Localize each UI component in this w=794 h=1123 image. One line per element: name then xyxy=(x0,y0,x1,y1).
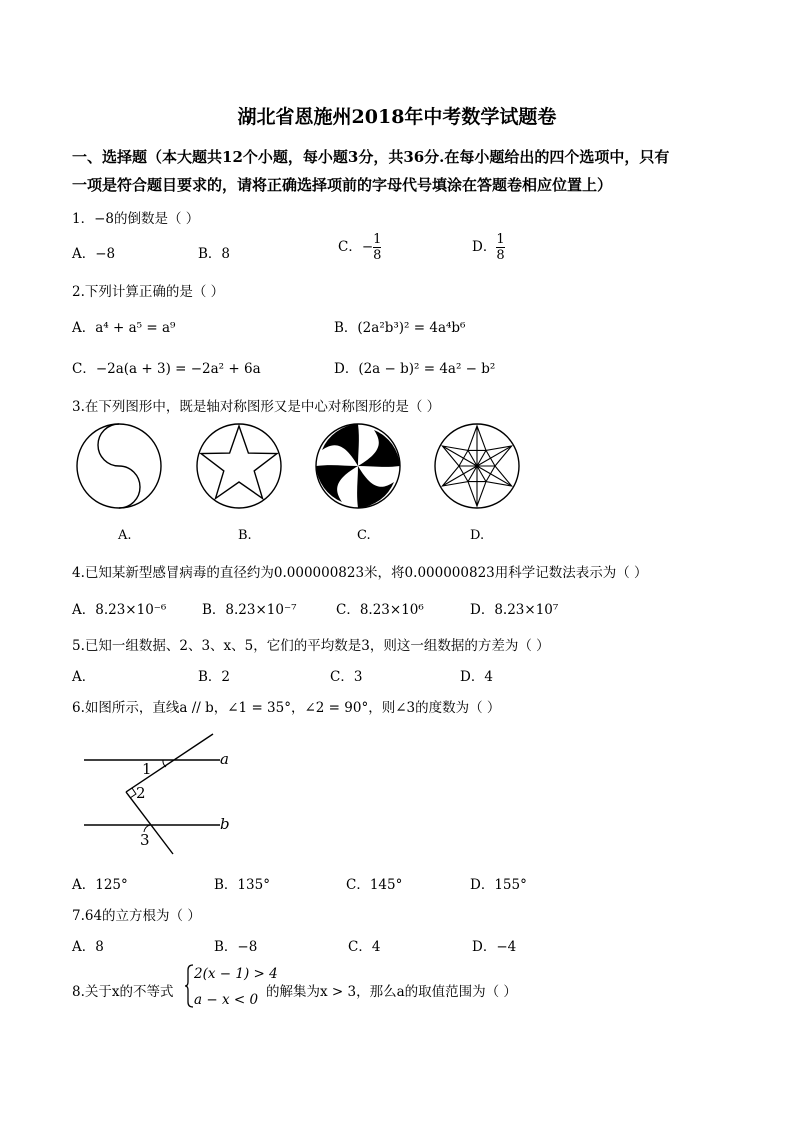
q4-option-c: C．8.23×10⁶ xyxy=(336,602,424,618)
q1-d-numerator: 1 xyxy=(496,232,505,247)
q3-figure-c-pinwheel xyxy=(314,422,404,512)
q5-option-d: D．4 xyxy=(460,669,493,685)
q3-label-a: A. xyxy=(118,528,132,543)
q1-option-d-fraction xyxy=(496,233,504,262)
q6-option-b: B．135° xyxy=(214,877,270,893)
q1-option-d-label: D． xyxy=(472,239,497,256)
q6-label-line-a: a xyxy=(220,750,229,768)
q6-option-d: D．155° xyxy=(470,877,527,893)
q3-label-c: C. xyxy=(357,528,371,543)
q6-label-angle-1: 1 xyxy=(142,760,152,778)
q6-label-angle-2: 2 xyxy=(136,784,146,802)
question-4-stem: 4.已知某新型感冒病毒的直径约为0.000000823米，将0.000000823用科学记数法表示为（ ） xyxy=(72,565,648,581)
q7-option-b: B．−8 xyxy=(214,939,258,955)
q1-c-denominator: 8 xyxy=(373,247,382,263)
q1-option-a: A．−8 xyxy=(72,246,116,262)
question-2-stem: 2.下列计算正确的是（ ） xyxy=(72,284,225,300)
q7-option-a: A．8 xyxy=(72,939,104,955)
page-title: 湖北省恩施州2018年中考数学试题卷 xyxy=(237,106,557,128)
q3-figure-a-yin-yang xyxy=(75,422,165,512)
question-6-stem: 6.如图所示，直线a // b，∠1 = 35°，∠2 = 90°，则∠3的度数为（ ） xyxy=(72,700,501,716)
question-7-stem: 7.64的立方根为（ ） xyxy=(72,908,201,924)
section-heading-line1: 一、选择题（本大题共12个小题，每小题3分，共36分.在每小题给出的四个选项中，只有 xyxy=(72,148,670,166)
q5-option-b: B．2 xyxy=(198,669,231,685)
section-heading-line2: 一项是符合题目要求的，请将正确选择项前的字母代号填涂在答题卷相应位置上） xyxy=(72,176,613,194)
q1-option-b: B．8 xyxy=(198,246,231,262)
q4-option-b: B．8.23×10⁻⁷ xyxy=(202,602,297,618)
q3-label-b: B. xyxy=(238,528,252,543)
q1-option-c-fraction xyxy=(373,233,381,262)
q1-option-c xyxy=(338,233,381,262)
q6-label-line-b: b xyxy=(220,815,230,833)
q1-option-c-label: C．− xyxy=(338,239,374,256)
question-8-suffix: 的解集为x > 3，那么a的取值范围为（ ） xyxy=(266,984,517,1000)
q8-brace xyxy=(184,964,194,1008)
q3-figure-d-hexagram xyxy=(433,422,523,512)
question-3-stem: 3.在下列图形中，既是轴对称图形又是中心对称图形的是（ ） xyxy=(72,399,441,415)
q6-parallel-lines-figure xyxy=(78,732,248,860)
q7-option-d: D．−4 xyxy=(472,939,517,955)
question-8-prefix: 8.关于x的不等式 xyxy=(72,984,174,1000)
q7-option-c: C．4 xyxy=(348,939,381,955)
q5-option-c: C．3 xyxy=(330,669,363,685)
q2-option-b: B．(2a²b³)² = 4a⁴b⁶ xyxy=(334,320,466,336)
q4-option-a: A．8.23×10⁻⁶ xyxy=(72,602,167,618)
q8-inequality-1: 2(x − 1) > 4 xyxy=(194,966,278,982)
q8-inequality-2: a − x < 0 xyxy=(194,992,259,1008)
q2-option-a: A．a⁴ + a⁵ = a⁹ xyxy=(72,320,176,336)
q3-label-d: D. xyxy=(470,528,485,543)
q2-option-c: C．−2a(a + 3) = −2a² + 6a xyxy=(72,361,261,377)
q6-option-c: C．145° xyxy=(346,877,403,893)
question-1-stem: 1．−8的倒数是（ ） xyxy=(72,211,200,227)
q3-figure-b-star xyxy=(195,422,285,512)
q1-c-numerator: 1 xyxy=(373,232,382,247)
q5-option-a: A． xyxy=(72,669,96,685)
question-5-stem: 5.已知一组数据、2、3、x、5，它们的平均数是3，则这一组数据的方差为（ ） xyxy=(72,638,550,654)
q1-d-denominator: 8 xyxy=(496,247,505,263)
q4-option-d: D．8.23×10⁷ xyxy=(470,602,559,618)
q6-label-angle-3: 3 xyxy=(140,831,150,849)
q2-option-d: D．(2a − b)² = 4a² − b² xyxy=(334,361,496,377)
q6-option-a: A．125° xyxy=(72,877,128,893)
q1-option-d xyxy=(472,233,505,262)
